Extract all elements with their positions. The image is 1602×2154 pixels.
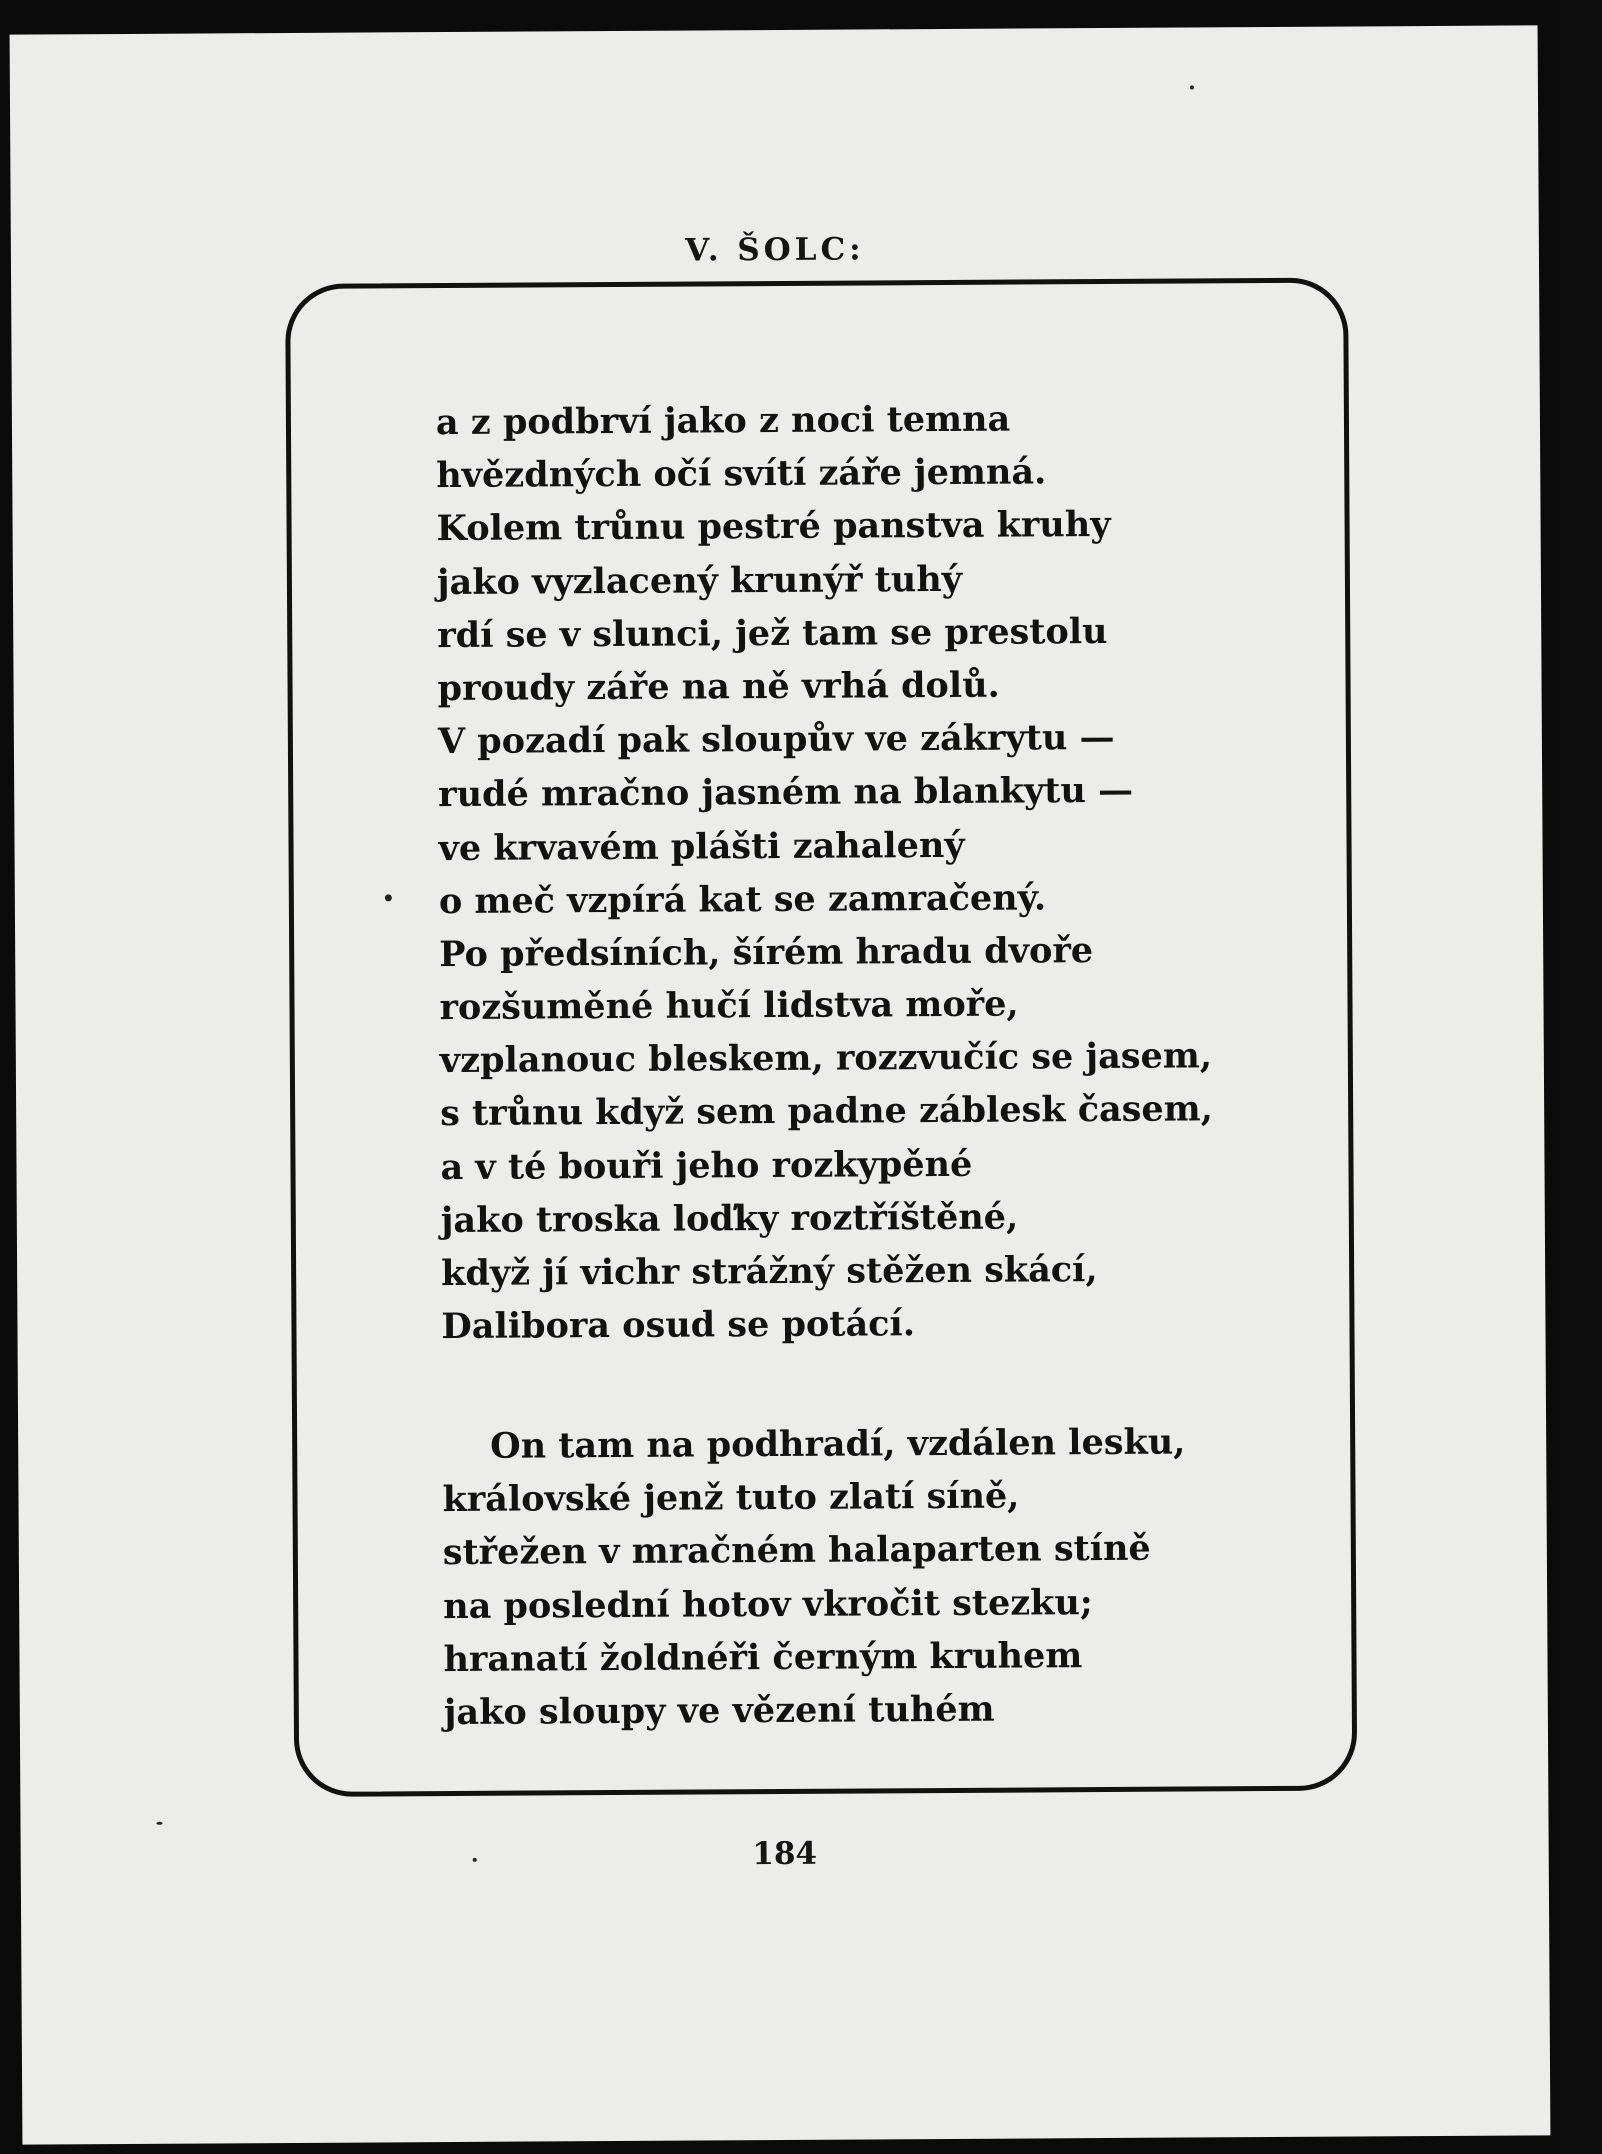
scan-speck xyxy=(156,1822,162,1825)
verse-line: ve krvavém plášti zahalený xyxy=(438,824,965,869)
verse-line: On tam na podhradí, vzdálen lesku, xyxy=(490,1421,1186,1467)
verse-line: na poslední hotov vkročit stezku; xyxy=(443,1581,1093,1627)
verse-line: proudy záře na ně vrhá dolů. xyxy=(437,664,1000,710)
verse-line: rudé mračno jasném na blankytu — xyxy=(438,770,1134,816)
verse-line: jako troska loďky roztříštěné, xyxy=(440,1196,1019,1241)
page-number: 184 xyxy=(752,1835,818,1873)
verse-line: Po předsíních, šírém hradu dvoře xyxy=(439,929,1094,975)
verse-line: královské jenž tuto zlatí síně, xyxy=(442,1475,1020,1521)
verse-line: s trůnu když sem padne záblesk časem, xyxy=(440,1088,1214,1135)
verse-line: střežen v mračném halaparten stíně xyxy=(442,1528,1151,1574)
verse-line: když jí vichr strážný stěžen skácí, xyxy=(441,1249,1098,1295)
verse-line: hranatí žoldnéři černým kruhem xyxy=(443,1634,1083,1680)
verse-line: jako vyzlacený krunýř tuhý xyxy=(436,558,963,603)
verse-line: hvězdných očí svítí záře jemná. xyxy=(436,451,1047,497)
verse-line: o meč vzpírá kat se zamračený. xyxy=(438,877,1047,922)
verse-line: Kolem trůnu pestré panstva kruhy xyxy=(436,504,1111,550)
book-page xyxy=(10,25,1551,2144)
stanza-2 xyxy=(442,1416,1187,1740)
verse-line: a z podbrví jako z noci temna xyxy=(435,398,1011,444)
verse-line: rozšuměné hučí lidstva moře, xyxy=(439,983,1019,1029)
scan-edge xyxy=(1560,0,1602,2154)
verse-line: Dalibora osud se potácí. xyxy=(441,1303,916,1348)
verse-line: vzplanouc bleskem, rozzvučíc se jasem, xyxy=(439,1035,1213,1082)
verse-line: jako sloupy ve vězení tuhém xyxy=(443,1688,995,1734)
running-head: V. ŠOLC: xyxy=(685,231,865,269)
stanza-1 xyxy=(436,391,1215,1353)
scan-speck xyxy=(473,1858,477,1862)
verse-line: rdí se v slunci, jež tam se prestolu xyxy=(437,610,1108,656)
verse-line: V pozadí pak sloupův ve zákrytu — xyxy=(437,717,1115,763)
verse-line: a v té bouři jeho rozkypěné xyxy=(440,1143,973,1188)
scan-speck xyxy=(385,894,392,901)
scan-speck xyxy=(1190,85,1194,89)
